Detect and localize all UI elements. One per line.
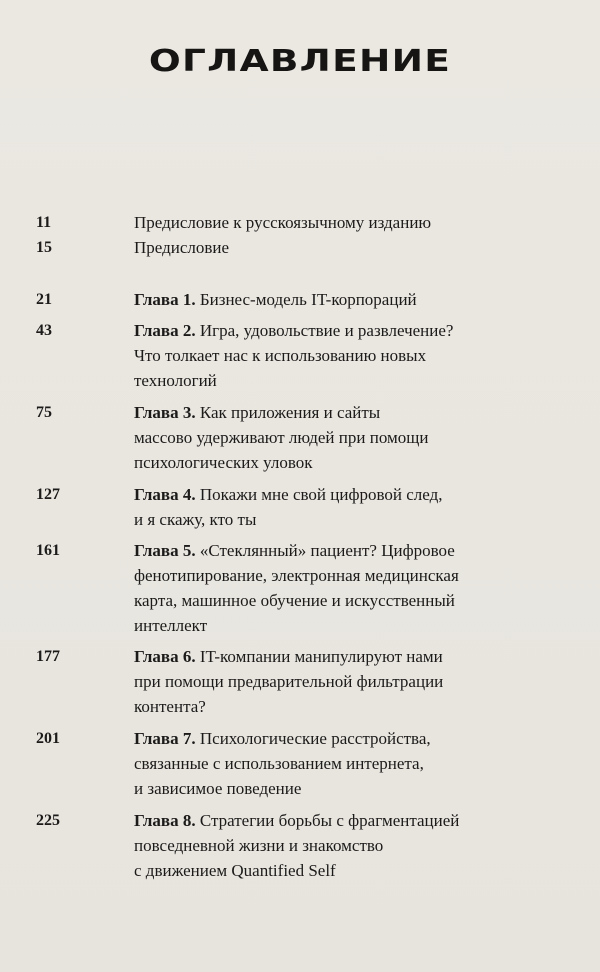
toc-line: повседневной жизни и знакомство: [134, 836, 384, 855]
toc-page-number: 43: [36, 322, 52, 339]
toc-entry-text: [134, 400, 564, 475]
toc-line: Глава 3. Как приложения и сайты: [134, 403, 381, 422]
toc-line: Глава 7. Психологические расстройства,: [134, 729, 431, 748]
toc-line: Что толкает нас к использованию новых: [134, 346, 427, 365]
toc-line: с движением Quantified Self: [134, 861, 336, 880]
toc-line: контента?: [134, 697, 206, 716]
toc-line: Глава 1. Бизнес-модель IT-корпораций: [134, 290, 417, 309]
toc-line: связанные с использованием интернета,: [134, 754, 424, 773]
toc-page-number: 75: [36, 404, 52, 421]
chapter-label: Глава 2.: [134, 321, 196, 340]
toc-line: Предисловие: [134, 238, 230, 257]
toc-entry-text: [134, 287, 564, 312]
toc-entry-text: [134, 482, 564, 532]
toc-entry-text: [134, 235, 564, 260]
toc-page-number: 177: [36, 648, 60, 665]
toc-line: психологических уловок: [134, 453, 313, 472]
toc-page-number: 225: [36, 812, 60, 829]
chapter-label: Глава 7.: [134, 729, 196, 748]
toc-entry-text: [134, 318, 564, 393]
toc-entry-text: [134, 808, 564, 883]
chapter-label: Глава 4.: [134, 485, 196, 504]
toc-line: технологий: [134, 371, 217, 390]
toc-entry-text: [134, 726, 564, 801]
toc-line: Глава 4. Покажи мне свой цифровой след,: [134, 485, 443, 504]
chapter-label: Глава 5.: [134, 541, 196, 560]
toc-page-number: 21: [36, 291, 52, 308]
toc-line: Глава 6. IT-компании манипулируют нами: [134, 647, 443, 666]
toc-page-number: 15: [36, 239, 52, 256]
toc-line: массово удерживают людей при помощи: [134, 428, 429, 447]
chapter-label: Глава 1.: [134, 290, 196, 309]
toc-line: Глава 8. Стратегии борьбы с фрагментацией: [134, 811, 460, 830]
toc-entry-text: [134, 210, 564, 235]
toc-entry-text: [134, 538, 564, 638]
toc-line: и я скажу, кто ты: [134, 510, 257, 529]
page-title: ОГЛАВЛЕНИЕ: [148, 44, 452, 79]
chapter-label: Глава 6.: [134, 647, 196, 666]
toc-line: Предисловие к русскоязычному изданию: [134, 213, 432, 232]
chapter-label: Глава 8.: [134, 811, 196, 830]
toc-line: Глава 5. «Стеклянный» пациент? Цифровое: [134, 541, 455, 560]
toc-page-number: 201: [36, 730, 60, 747]
toc-line: интеллект: [134, 616, 208, 635]
toc-page-number: 127: [36, 486, 60, 503]
toc-line: фенотипирование, электронная медицинская: [134, 566, 459, 585]
toc-page-number: 11: [36, 214, 52, 231]
toc-entry-text: [134, 644, 564, 719]
toc-line: Глава 2. Игра, удовольствие и развлечение?: [134, 321, 454, 340]
chapter-label: Глава 3.: [134, 403, 196, 422]
toc-line: карта, машинное обучение и искусственный: [134, 591, 455, 610]
toc-line: при помощи предварительной фильтрации: [134, 672, 444, 691]
toc-page-number: 161: [36, 542, 60, 559]
toc-line: и зависимое поведение: [134, 779, 302, 798]
